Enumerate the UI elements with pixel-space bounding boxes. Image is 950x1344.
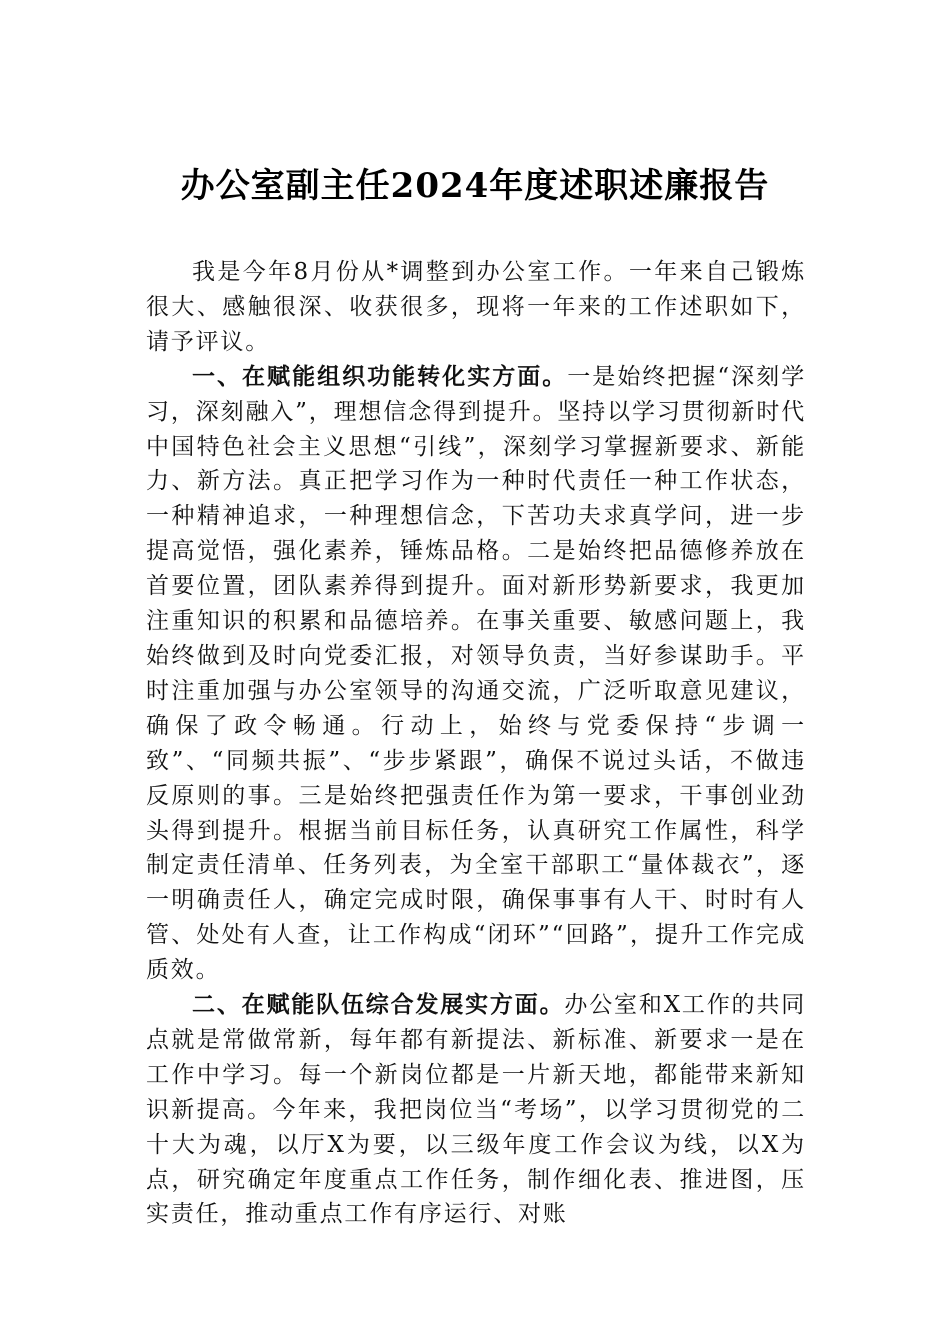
paragraph-intro	[146, 255, 806, 360]
document-body	[146, 255, 806, 1232]
paragraph-heading: 一、在赋能组织功能转化实方面。	[192, 362, 568, 390]
paragraph-text: 办公室和X工作的共同点就是常做常新，每年都有新提法、新标准、新要求一是在工作中学习。每一个新岗位都是一片新天地，都能带来新知识新提高。今年来，我把岗位当“考场”，以学习贯彻党的二十大为魂，以厅X为要，以三级年度工作会议为线，以X为点，研究确定年度重点工作任务，制作细化表、推进图，压实责任，推动重点工作有序运行、对账	[146, 992, 806, 1228]
paragraph-text: 我是今年8月份从*调整到办公室工作。一年来自己锻炼很大、感触很深、收获很多，现将一年来的工作述职如下，请予评议。	[146, 259, 806, 355]
paragraph-section-2	[146, 988, 806, 1232]
paragraph-text: 一是始终把握“深刻学习，深刻融入”，理想信念得到提升。坚持以学习贯彻新时代中国特色社会主义思想“引线”，深刻学习掌握新要求、新能力、新方法。真正把学习作为一种时代责任一种工作状态，一种精神追求，一种理想信念，下苦功夫求真学问，进一步提高觉悟，强化素养，锤炼品格。二是始终把品德修养放在首要位置，团队素养得到提升。面对新形势新要求，我更加注重知识的积累和品德培养。在事关重要、敏感问题上，我始终做到及时向党委汇报，对领导负责，当好参谋助手。平时注重加强与办公室领导的沟通交流，广泛听取意见建议，确保了政令畅通。行动上，始终与党委保持“步调一致”、“同频共振”、“步步紧跟”，确保不说过头话，不做违反原则的事。三是始终把强责任作为第一要求，干事创业劲头得到提升。根据当前目标任务，认真研究工作属性，科学制定责任清单、任务列表，为全室干部职工“量体裁衣”，逐一明确责任人，确定完成时限，确保事事有人干、时时有人管、处处有人查，让工作构成“闭环”“回路”，提升工作完成质效。	[146, 363, 807, 984]
paragraph-heading: 二、在赋能队伍综合发展实方面。	[192, 991, 565, 1019]
paragraph-section-1	[146, 360, 806, 988]
document-title: 办公室副主任2024年度述职述廉报告	[180, 166, 770, 206]
